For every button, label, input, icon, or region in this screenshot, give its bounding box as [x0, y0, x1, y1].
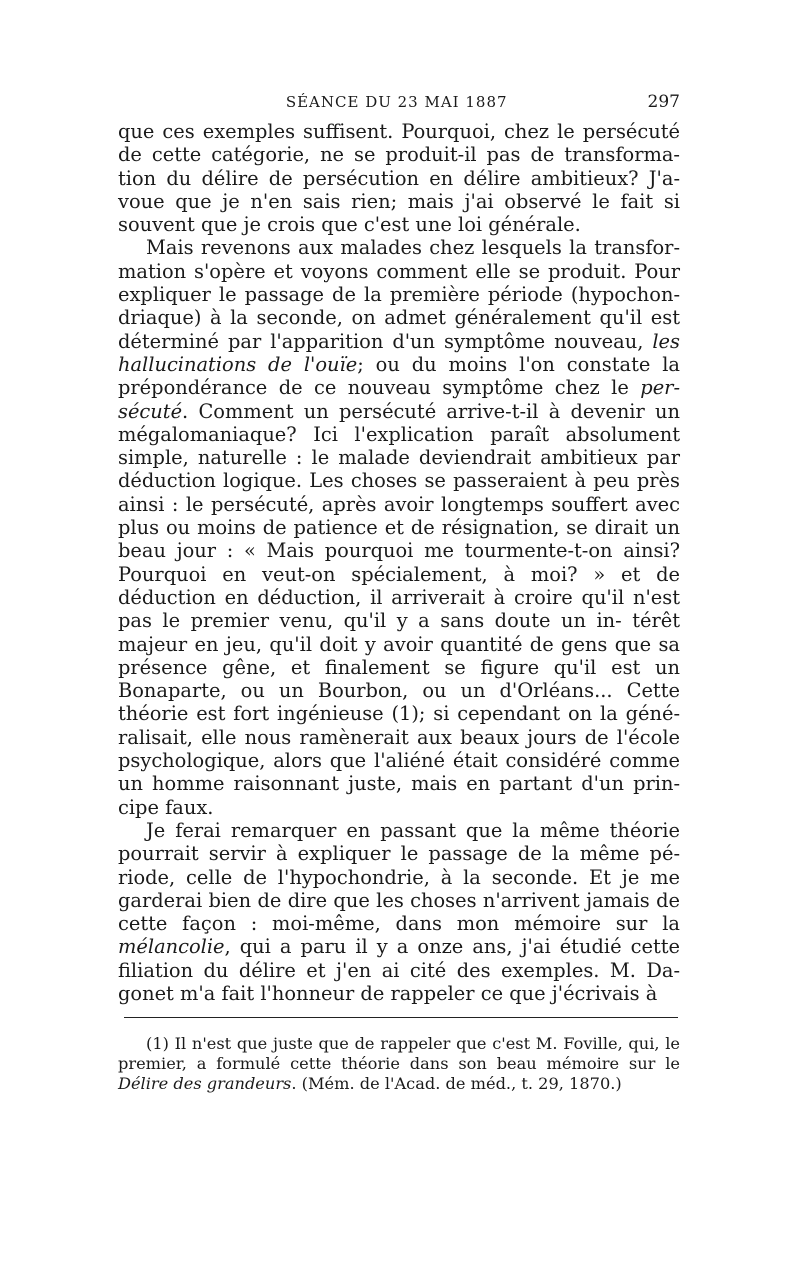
italic-melancolie: mélancolie: [118, 935, 225, 959]
paragraph-2-text-c: ; ou du moins l'on constate la prépondérance de ce nouveau symptôme chez le: [118, 352, 680, 400]
paragraph-2: [118, 236, 680, 818]
page-header: [118, 92, 680, 120]
footnote-text-c: . (Mém. de l'Acad. de méd., t. 29, 1870.): [291, 1074, 622, 1094]
italic-hallucinations: les hallucinations de l'ouïe: [118, 329, 680, 376]
page-number: 297: [647, 92, 680, 112]
paragraph-3-text-a: Je ferai remarquer en passant que la même théorie pourrait servir à expliquer le passage de la même pé- riode, celle de l'hypochondrie, à la seconde. Et je me garderai bien de dire que les choses n'arrivent jamais de cette façon : moi-même, dans mon mémoire sur la: [118, 818, 680, 936]
paragraph-3: [118, 819, 680, 1005]
italic-persecute: per- sécuté: [118, 376, 680, 423]
paragraph-2-text-a: Mais revenons aux malades chez lesquels la transfor- mation s'opère et voyons comment elle se produit. Pour expliquer le passage de la première période (hypochon- driaque) à la seconde, on admet généralement qu'il est déterminé par l'apparition d'un symptôme nouveau,: [118, 236, 680, 353]
paragraph-3-text-c: , qui a paru il y a onze ans, j'ai étudié cette filiation du délire et j'en ai cité des exemples. M. Da- gonet m'a fait l'honneur de rappeler ce que j'écrivais à: [118, 935, 680, 1005]
body-text: [118, 120, 680, 1005]
italic-delire-des-grandeurs: Délire des grandeurs: [118, 1074, 292, 1094]
paragraph-1: que ces exemples suffisent. Pourquoi, chez le persécuté de cette catégorie, ne se produit-il pas de transforma- tion du délire de persécution en délire ambitieux? J'a- voue que je n'en sais rien; mais j'ai observé le fait si souvent que je crois que c'est une loi générale.: [118, 120, 680, 237]
footnote-rule: [124, 1017, 678, 1018]
footnote-text-a: (1) Il n'est que juste que de rappeler que c'est M. Foville, qui, le premier, a formulé cette théorie dans son beau mémoire sur le: [118, 1034, 680, 1074]
running-title: SÉANCE DU 23 MAI 1887: [285, 93, 508, 111]
book-page: [118, 92, 680, 1094]
paragraph-2-text-e: . Comment un persécuté arrive-t-il à devenir un mégalomaniaque? Ici l'explication paraît absolument simple, naturelle : le malade deviendrait ambitieux par déduction logique. Les choses se passeraient à peu près ainsi : le persécuté, après avoir longtemps souffert avec plus ou moins de patience et de résignation, se dirait un beau jour : « Mais pourquoi me tourmente-t-on ainsi? Pourquoi en veut-on spécialement, à moi? » et de déduction en déduction, il arriverait à croire qu'il n'est pas le premier venu, qu'il y a sans doute un in- térêt majeur en jeu, qu'il doit y avoir quantité de gens que sa présence gêne, et finalement se figure qu'il est un Bonaparte, ou un Bourbon, ou un d'Orléans... Cette théorie est fort ingénieuse (1); si cependant on la géné- ralisait, elle nous ramènerait aux beaux jours de l'école psychologique, alors que l'aliéné était considéré comme un homme raisonnant juste, mais en partant d'un prin- cipe faux.: [118, 399, 680, 819]
footnote: [118, 1034, 680, 1094]
